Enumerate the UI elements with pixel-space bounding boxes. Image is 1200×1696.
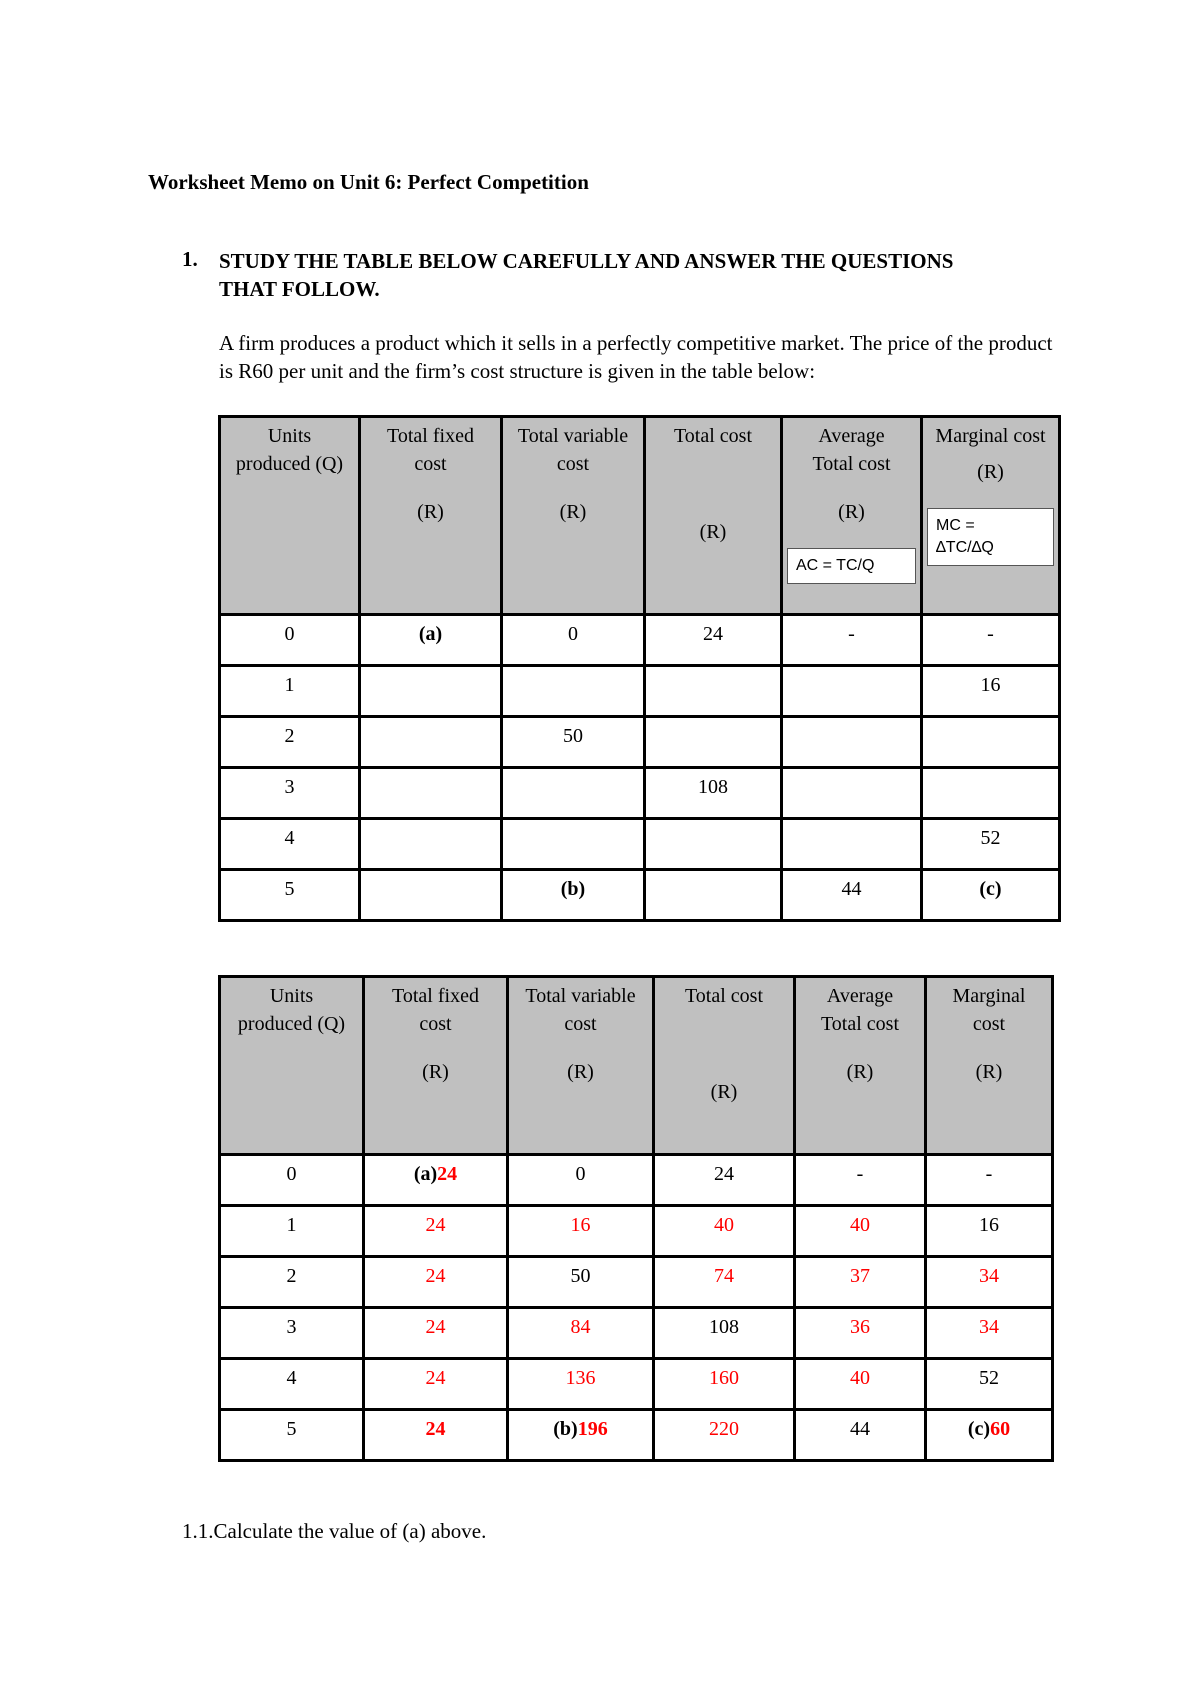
unit-label: (R) — [977, 461, 1004, 483]
table-row — [220, 615, 1060, 666]
mc-formula-box: MC = ∆TC/∆Q — [927, 508, 1054, 566]
cell-mc: (c) — [922, 870, 1060, 921]
cell-tfc — [360, 666, 502, 717]
cell-atc: - — [782, 615, 922, 666]
unit-label: (R) — [975, 1061, 1003, 1083]
cell-atc — [782, 717, 922, 768]
header-average-total-cost: Average Total cost (R) — [795, 977, 926, 1155]
table-row — [220, 717, 1060, 768]
table-row — [220, 870, 1060, 921]
cell-tfc: 24 — [364, 1257, 508, 1308]
cell-mc: 52 — [922, 819, 1060, 870]
cell-mc: - — [926, 1155, 1053, 1206]
table-row — [220, 1206, 1053, 1257]
cell-tvc — [502, 666, 645, 717]
cell-tc: 40 — [654, 1206, 795, 1257]
cell-tfc — [360, 717, 502, 768]
header-total-variable-cost: Total variable cost (R) — [508, 977, 654, 1155]
unit-label: (R) — [567, 1061, 594, 1083]
ac-formula-box: AC = TC/Q — [787, 548, 916, 584]
cell-tfc: 24 — [364, 1410, 508, 1461]
cell-tc: 108 — [645, 768, 782, 819]
unit-label: (R) — [417, 501, 444, 523]
header-units-produced: Units produced (Q) — [220, 977, 364, 1155]
cell-mc: 34 — [926, 1308, 1053, 1359]
cell-tvc — [508, 1410, 654, 1461]
table-row — [220, 1359, 1053, 1410]
cell-tvc: 0 — [508, 1155, 654, 1206]
table-row — [220, 768, 1060, 819]
cell-atc: 44 — [782, 870, 922, 921]
cell-q: 3 — [220, 768, 360, 819]
unit-label: (R) — [699, 521, 727, 543]
question-heading: STUDY THE TABLE BELOW CAREFULLY AND ANSWER THE QUESTIONS THAT FOLLOW. — [219, 249, 954, 301]
cell-tc — [645, 717, 782, 768]
cell-tfc — [360, 819, 502, 870]
unit-label: (R) — [559, 501, 587, 523]
cell-q: 3 — [220, 1308, 364, 1359]
cell-tc — [645, 870, 782, 921]
cell-tc: 74 — [654, 1257, 795, 1308]
cost-table-memo — [218, 975, 1054, 1462]
cell-tc: 108 — [654, 1308, 795, 1359]
cell-tc: 160 — [654, 1359, 795, 1410]
unit-label: (R) — [422, 1061, 449, 1083]
cell-tvc: 50 — [502, 717, 645, 768]
cell-mc: 52 — [926, 1359, 1053, 1410]
cell-tvc: 0 — [502, 615, 645, 666]
table-header-row — [220, 977, 1053, 1155]
header-marginal-cost: Marginal cost (R) MC = ∆TC/∆Q — [922, 417, 1060, 615]
cell-tfc — [360, 870, 502, 921]
cell-tvc — [502, 768, 645, 819]
cell-q: 5 — [220, 870, 360, 921]
cell-tvc: 16 — [508, 1206, 654, 1257]
cell-mc: - — [922, 615, 1060, 666]
cell-atc: 40 — [795, 1206, 926, 1257]
cell-tfc: 24 — [364, 1206, 508, 1257]
answer-tag: (c) — [967, 1418, 991, 1440]
unit-label: (R) — [838, 501, 865, 523]
cell-mc — [922, 768, 1060, 819]
cell-q: 4 — [220, 1359, 364, 1410]
cell-atc: 40 — [795, 1359, 926, 1410]
unit-label: (R) — [710, 1081, 738, 1103]
sub-question-1-1: 1.1.Calculate the value of (a) above. — [182, 1519, 487, 1543]
cell-tfc: 24 — [364, 1308, 508, 1359]
answer-tag: (a) — [413, 1163, 438, 1185]
cell-atc: 36 — [795, 1308, 926, 1359]
cell-tvc: 50 — [508, 1257, 654, 1308]
cell-tfc — [360, 768, 502, 819]
cell-tvc — [502, 819, 645, 870]
cell-tc: 220 — [654, 1410, 795, 1461]
cell-q: 0 — [220, 1155, 364, 1206]
cell-tc — [645, 819, 782, 870]
cell-mc — [926, 1410, 1053, 1461]
cell-mc — [922, 717, 1060, 768]
cell-q: 4 — [220, 819, 360, 870]
cell-q: 5 — [220, 1410, 364, 1461]
header-units-produced: Units produced (Q) — [220, 417, 360, 615]
cell-mc: 16 — [922, 666, 1060, 717]
header-total-cost: Total cost (R) — [645, 417, 782, 615]
answer-value: 196 — [577, 1418, 608, 1440]
cell-tvc: 136 — [508, 1359, 654, 1410]
cell-q: 1 — [220, 666, 360, 717]
cell-tfc — [364, 1155, 508, 1206]
cell-q: 1 — [220, 1206, 364, 1257]
cell-q: 0 — [220, 615, 360, 666]
answer-tag: (b) — [553, 1418, 578, 1440]
answer-value: 60 — [990, 1418, 1011, 1440]
header-total-variable-cost: Total variable cost (R) — [502, 417, 645, 615]
cell-q: 2 — [220, 717, 360, 768]
table-row — [220, 1410, 1053, 1461]
cell-atc: - — [795, 1155, 926, 1206]
header-average-total-cost: Average Total cost (R) AC = TC/Q — [782, 417, 922, 615]
cell-tc — [645, 666, 782, 717]
unit-label: (R) — [846, 1061, 874, 1083]
cell-tvc: 84 — [508, 1308, 654, 1359]
table-row — [220, 666, 1060, 717]
cell-atc — [782, 819, 922, 870]
cell-mc: 16 — [926, 1206, 1053, 1257]
header-total-fixed-cost: Total fixed cost (R) — [364, 977, 508, 1155]
cell-tfc: 24 — [364, 1359, 508, 1410]
cell-tfc: (a) — [360, 615, 502, 666]
cell-atc: 44 — [795, 1410, 926, 1461]
table-row — [220, 1308, 1053, 1359]
cell-tc: 24 — [645, 615, 782, 666]
cost-table-question — [218, 415, 1061, 922]
cell-tc: 24 — [654, 1155, 795, 1206]
cell-atc — [782, 768, 922, 819]
cell-q: 2 — [220, 1257, 364, 1308]
cell-atc — [782, 666, 922, 717]
question-number: 1. — [182, 247, 198, 271]
cell-atc: 37 — [795, 1257, 926, 1308]
page-title: Worksheet Memo on Unit 6: Perfect Competition — [148, 170, 589, 194]
header-marginal-cost: Marginal cost (R) — [926, 977, 1053, 1155]
cell-tvc: (b) — [502, 870, 645, 921]
header-total-cost: Total cost (R) — [654, 977, 795, 1155]
question-intro: A firm produces a product which it sells in a perfectly competitive market. The price of the product is R60 per unit and the firm’s cost structure is given in the table below: — [219, 331, 1053, 383]
table-row — [220, 819, 1060, 870]
table-row — [220, 1155, 1053, 1206]
header-total-fixed-cost: Total fixed cost (R) — [360, 417, 502, 615]
answer-value: 24 — [437, 1163, 458, 1185]
table-header-row — [220, 417, 1060, 615]
cell-mc: 34 — [926, 1257, 1053, 1308]
table-row — [220, 1257, 1053, 1308]
